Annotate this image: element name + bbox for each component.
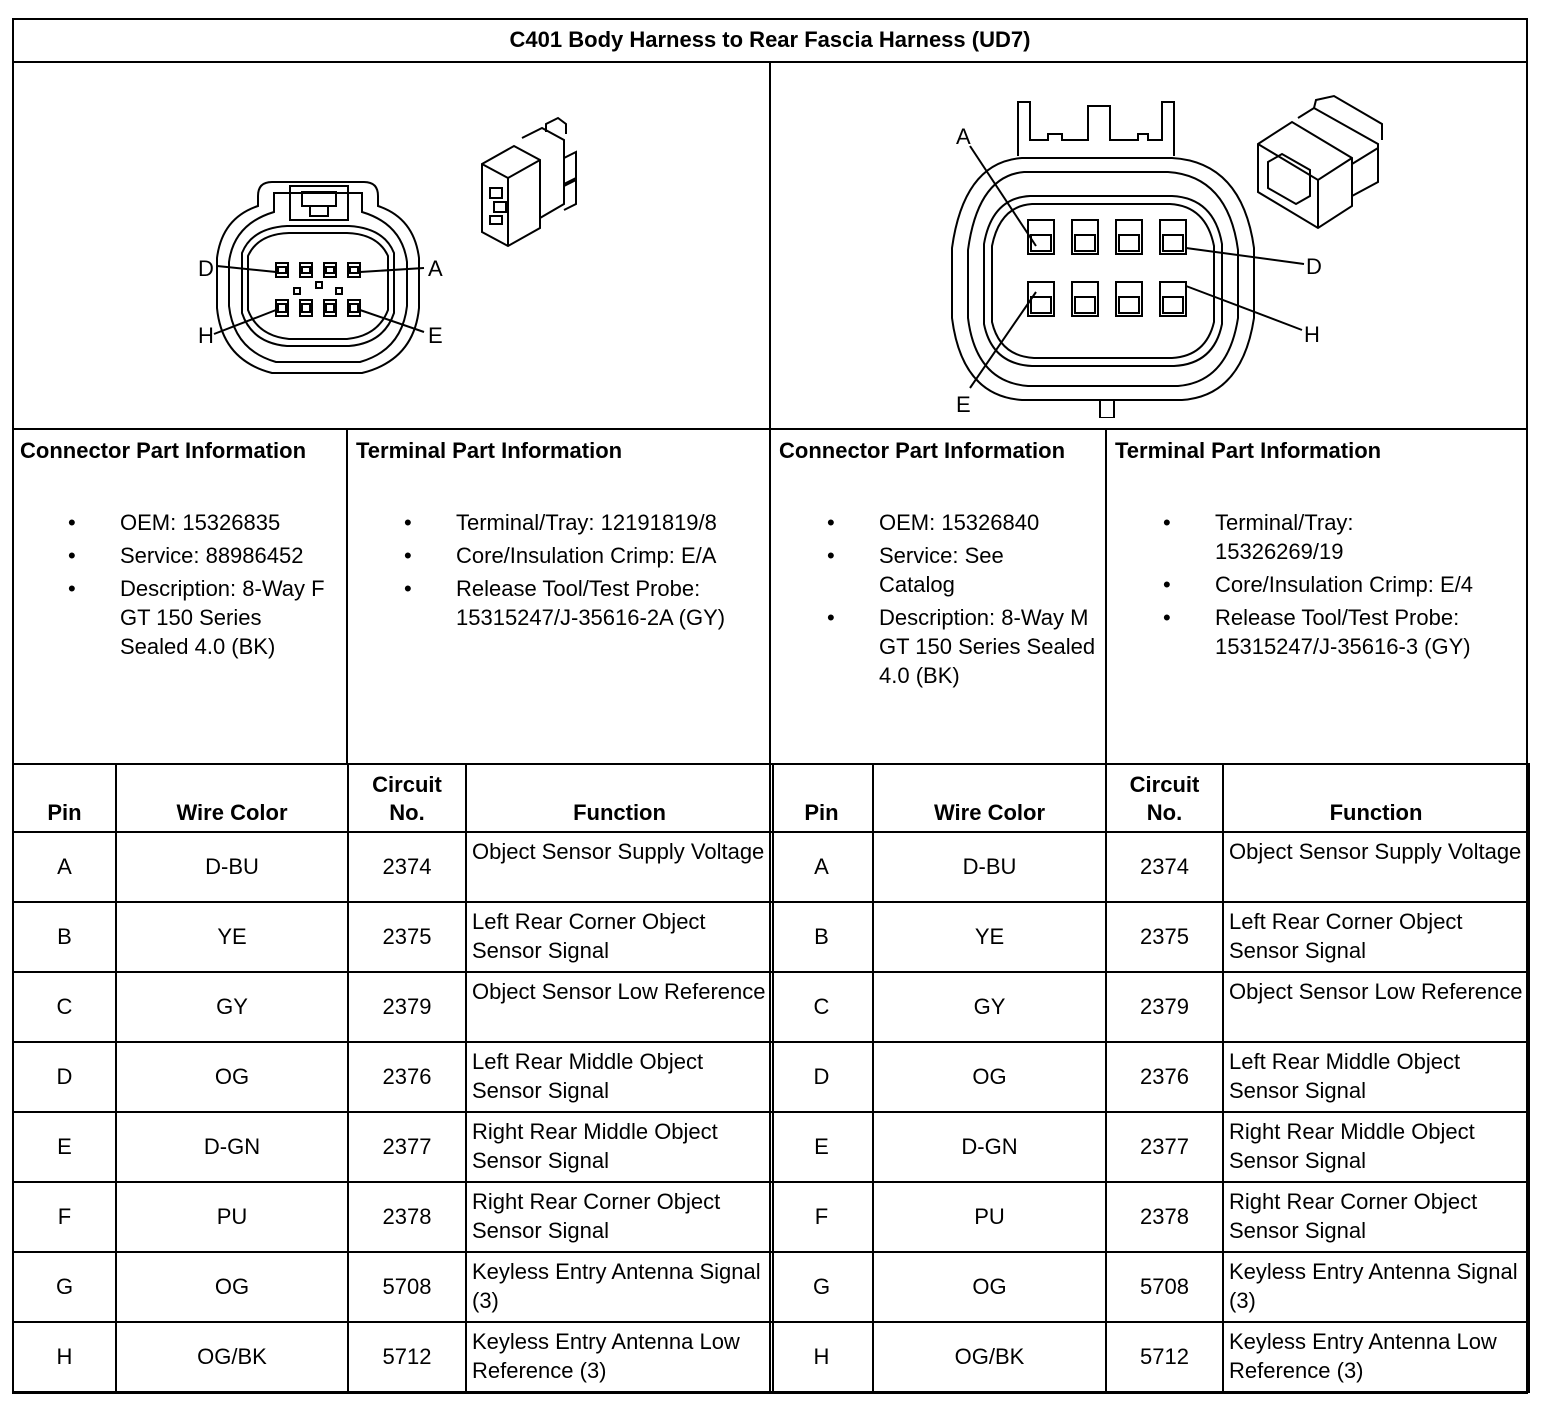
circuit-header: Circuit No. bbox=[1106, 764, 1223, 832]
function-cell: Left Rear Middle Object Sensor Signal bbox=[1223, 1042, 1529, 1112]
function-header: Function bbox=[466, 764, 773, 832]
table-row bbox=[770, 1322, 1529, 1392]
pin-cell: A bbox=[13, 832, 116, 902]
circuit-cell: 2374 bbox=[1106, 832, 1223, 902]
wire-color-cell: YE bbox=[873, 902, 1106, 972]
pin-cell: C bbox=[770, 972, 873, 1042]
table-row bbox=[770, 832, 1529, 902]
pin-cell: C bbox=[13, 972, 116, 1042]
table-header-row bbox=[13, 764, 773, 832]
pin-table-right bbox=[769, 763, 1530, 1393]
function-cell: Object Sensor Low Reference bbox=[1223, 972, 1529, 1042]
pin-label-d: D bbox=[1306, 254, 1322, 279]
wire-color-cell: OG bbox=[116, 1252, 348, 1322]
circuit-cell: 2378 bbox=[348, 1182, 466, 1252]
pin-label-a: A bbox=[428, 256, 443, 281]
right-terminal-info bbox=[1107, 430, 1528, 661]
circuit-cell: 5708 bbox=[348, 1252, 466, 1322]
circuit-cell: 5712 bbox=[1106, 1322, 1223, 1392]
table-row bbox=[13, 1182, 773, 1252]
circuit-cell: 2375 bbox=[348, 902, 466, 972]
function-cell: Right Rear Middle Object Sensor Signal bbox=[466, 1112, 773, 1182]
table-row bbox=[13, 972, 773, 1042]
left-terminal-info bbox=[348, 430, 770, 632]
pin-label-e: E bbox=[428, 323, 443, 348]
info-item: • Description: 8-Way F GT 150 Series Sealed 4.0 (BK) bbox=[20, 574, 340, 661]
wire-color-cell: D-BU bbox=[116, 832, 348, 902]
circuit-cell: 2374 bbox=[348, 832, 466, 902]
pin-cell: D bbox=[13, 1042, 116, 1112]
circuit-cell: 2379 bbox=[348, 972, 466, 1042]
function-cell: Object Sensor Low Reference bbox=[466, 972, 773, 1042]
table-row bbox=[770, 1252, 1529, 1322]
female-connector-diagram bbox=[162, 78, 642, 418]
function-cell: Right Rear Middle Object Sensor Signal bbox=[1223, 1112, 1529, 1182]
info-item: • Terminal/Tray: 12191819/8 bbox=[356, 508, 764, 537]
table-row bbox=[13, 1252, 773, 1322]
pin-label-e: E bbox=[956, 392, 971, 417]
pin-label-a: A bbox=[956, 124, 971, 149]
info-item: • Core/Insulation Crimp: E/A bbox=[356, 541, 764, 570]
section-heading: Connector Part Information bbox=[20, 438, 307, 463]
pin-cell: B bbox=[770, 902, 873, 972]
info-item: • Core/Insulation Crimp: E/4 bbox=[1115, 570, 1522, 599]
section-heading: Terminal Part Information bbox=[1115, 438, 1382, 463]
page-title: C401 Body Harness to Rear Fascia Harness (UD7) bbox=[509, 27, 1031, 52]
circuit-cell: 2375 bbox=[1106, 902, 1223, 972]
wire-color-cell: D-GN bbox=[873, 1112, 1106, 1182]
table-row bbox=[13, 1042, 773, 1112]
function-cell: Right Rear Corner Object Sensor Signal bbox=[1223, 1182, 1529, 1252]
circuit-cell: 2376 bbox=[1106, 1042, 1223, 1112]
pin-table-body bbox=[13, 832, 773, 1392]
table-header-row bbox=[770, 764, 1529, 832]
table-row bbox=[13, 1322, 773, 1392]
wire-color-header: Wire Color bbox=[116, 764, 348, 832]
pin-cell: G bbox=[13, 1252, 116, 1322]
wire-color-cell: OG/BK bbox=[116, 1322, 348, 1392]
info-item: • Release Tool/Test Probe: 15315247/J-35616-2A (GY) bbox=[356, 574, 764, 632]
section-heading: Connector Part Information bbox=[779, 438, 1066, 463]
wire-color-cell: OG bbox=[873, 1252, 1106, 1322]
pin-cell: G bbox=[770, 1252, 873, 1322]
function-cell: Right Rear Corner Object Sensor Signal bbox=[466, 1182, 773, 1252]
function-cell: Left Rear Middle Object Sensor Signal bbox=[466, 1042, 773, 1112]
wire-color-cell: PU bbox=[116, 1182, 348, 1252]
wire-color-cell: GY bbox=[873, 972, 1106, 1042]
circuit-cell: 2378 bbox=[1106, 1182, 1223, 1252]
wire-color-cell: D-GN bbox=[116, 1112, 348, 1182]
function-header: Function bbox=[1223, 764, 1529, 832]
pin-cell: F bbox=[13, 1182, 116, 1252]
pin-cell: F bbox=[770, 1182, 873, 1252]
pin-label-h: H bbox=[1304, 322, 1320, 347]
pin-cell: B bbox=[13, 902, 116, 972]
pin-cell: E bbox=[13, 1112, 116, 1182]
info-item: • Release Tool/Test Probe: 15315247/J-35616-3 (GY) bbox=[1115, 603, 1522, 661]
pin-label-h: H bbox=[198, 323, 214, 348]
section-heading: Terminal Part Information bbox=[356, 438, 623, 463]
circuit-cell: 2376 bbox=[348, 1042, 466, 1112]
right-connector-info bbox=[771, 430, 1105, 690]
connector-sheet bbox=[12, 18, 1528, 1394]
male-connector-diagram bbox=[912, 78, 1392, 418]
table-row bbox=[770, 972, 1529, 1042]
function-cell: Keyless Entry Antenna Signal (3) bbox=[466, 1252, 773, 1322]
pin-cell: H bbox=[13, 1322, 116, 1392]
pin-header: Pin bbox=[770, 764, 873, 832]
pin-cell: D bbox=[770, 1042, 873, 1112]
function-cell: Keyless Entry Antenna Low Reference (3) bbox=[1223, 1322, 1529, 1392]
wire-color-cell: OG/BK bbox=[873, 1322, 1106, 1392]
left-connector-info bbox=[12, 430, 346, 661]
circuit-cell: 2379 bbox=[1106, 972, 1223, 1042]
function-cell: Keyless Entry Antenna Low Reference (3) bbox=[466, 1322, 773, 1392]
wire-color-cell: OG bbox=[873, 1042, 1106, 1112]
table-row bbox=[770, 1042, 1529, 1112]
info-item: • Terminal/Tray: 15326269/19 bbox=[1115, 508, 1522, 566]
pin-table-body bbox=[770, 832, 1529, 1392]
table-row bbox=[13, 902, 773, 972]
function-cell: Keyless Entry Antenna Signal (3) bbox=[1223, 1252, 1529, 1322]
circuit-cell: 5708 bbox=[1106, 1252, 1223, 1322]
info-item: • Description: 8-Way M GT 150 Series Sealed 4.0 (BK) bbox=[779, 603, 1099, 690]
pin-cell: E bbox=[770, 1112, 873, 1182]
wire-color-cell: GY bbox=[116, 972, 348, 1042]
circuit-cell: 5712 bbox=[348, 1322, 466, 1392]
pin-cell: H bbox=[770, 1322, 873, 1392]
wire-color-header: Wire Color bbox=[873, 764, 1106, 832]
table-row bbox=[13, 1112, 773, 1182]
circuit-cell: 2377 bbox=[1106, 1112, 1223, 1182]
wire-color-cell: OG bbox=[116, 1042, 348, 1112]
circuit-cell: 2377 bbox=[348, 1112, 466, 1182]
info-item: • OEM: 15326840 bbox=[779, 508, 1099, 537]
wire-color-cell: PU bbox=[873, 1182, 1106, 1252]
pin-table-left bbox=[12, 763, 774, 1393]
pin-label-d: D bbox=[198, 256, 214, 281]
table-row bbox=[770, 1182, 1529, 1252]
circuit-header: Circuit No. bbox=[348, 764, 466, 832]
pin-header: Pin bbox=[13, 764, 116, 832]
info-item: • Service: 88986452 bbox=[20, 541, 340, 570]
function-cell: Object Sensor Supply Voltage bbox=[466, 832, 773, 902]
pin-cell: A bbox=[770, 832, 873, 902]
info-item: • OEM: 15326835 bbox=[20, 508, 340, 537]
table-row bbox=[770, 1112, 1529, 1182]
function-cell: Left Rear Corner Object Sensor Signal bbox=[1223, 902, 1529, 972]
wire-color-cell: YE bbox=[116, 902, 348, 972]
info-item: • Service: See Catalog bbox=[779, 541, 1099, 599]
function-cell: Object Sensor Supply Voltage bbox=[1223, 832, 1529, 902]
table-row bbox=[13, 832, 773, 902]
table-row bbox=[770, 902, 1529, 972]
wire-color-cell: D-BU bbox=[873, 832, 1106, 902]
function-cell: Left Rear Corner Object Sensor Signal bbox=[466, 902, 773, 972]
